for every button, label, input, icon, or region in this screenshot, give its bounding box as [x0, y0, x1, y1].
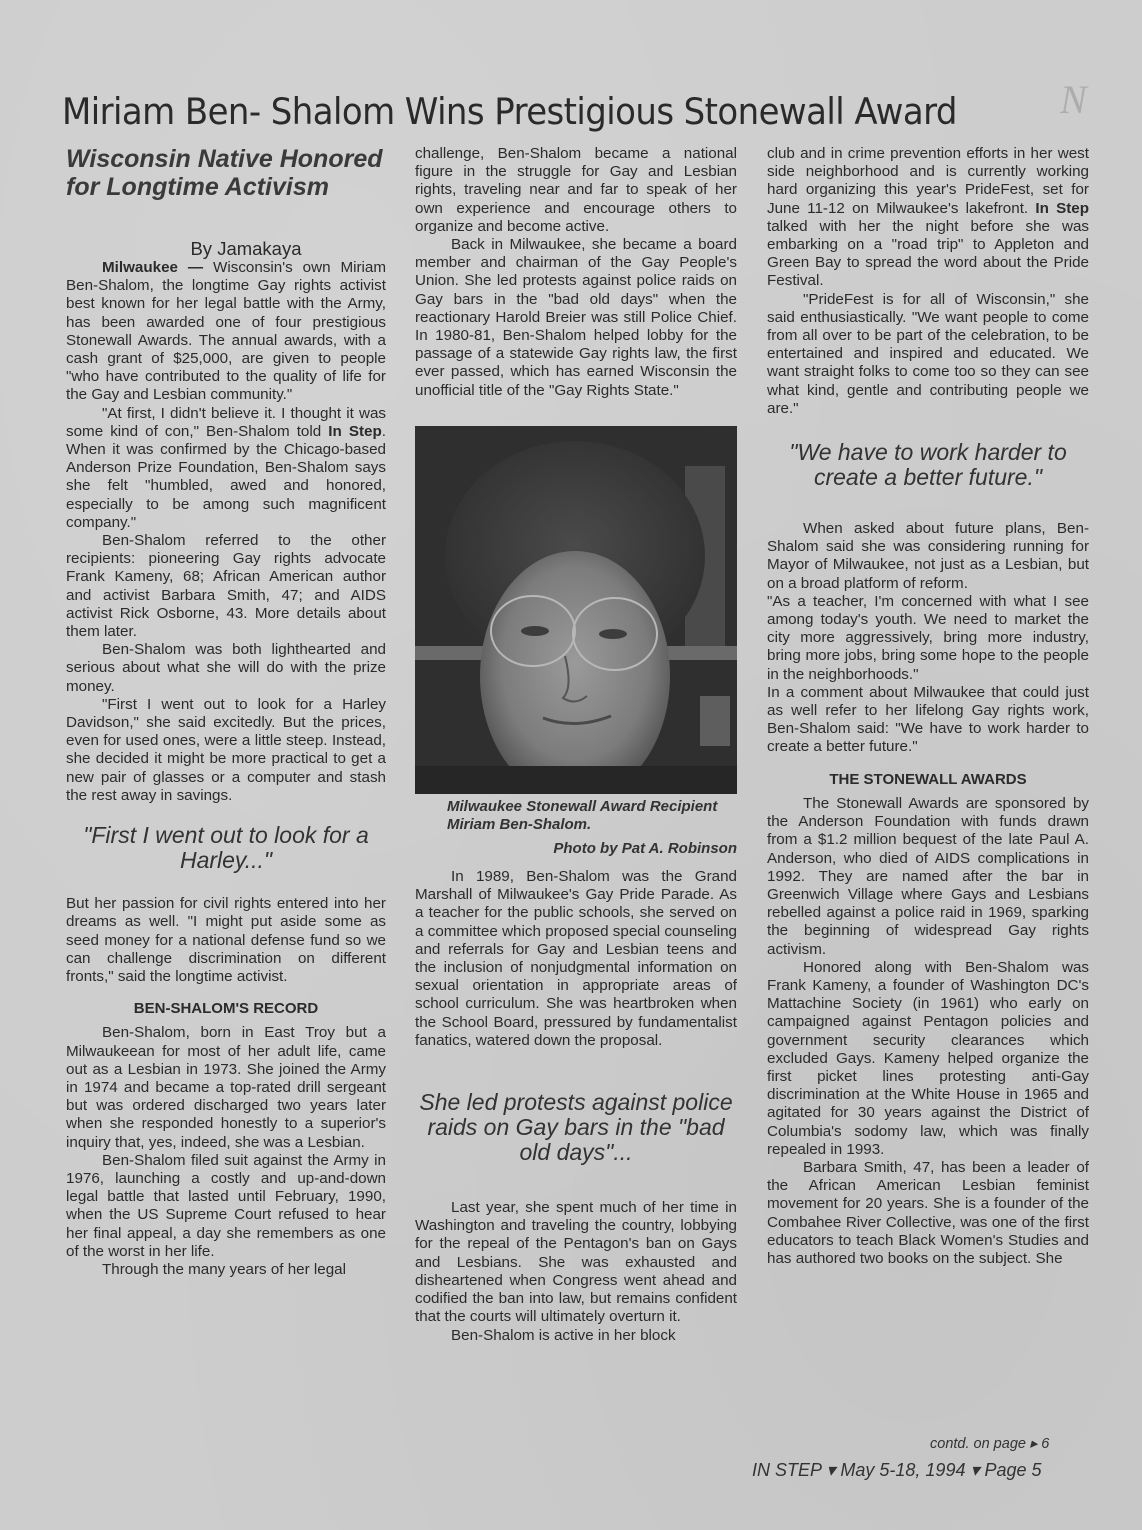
- article-column-2: [415, 145, 737, 1345]
- paragraph: In a comment about Milwaukee that could just as well refer to her lifelong Gay rights work, Ben-Shalom said: "We have to work harder to create a better future.": [767, 683, 1089, 756]
- article-headline: Miriam Ben- Shalom Wins Prestigious Stonewall Award: [62, 90, 957, 134]
- dateline: Milwaukee —: [102, 259, 204, 276]
- paragraph: When asked about future plans, Ben-Shalom said she was considering running for Mayor of Milwaukee, not just as a Lesbian, but on a broad platform of reform.: [767, 520, 1089, 592]
- paragraph: Barbara Smith, 47, has been a leader of the African American Lesbian feminist movement for 20 years. She is a founder of the Combahee River Collective, was one of the first educators to teach Black Women's Studies and has authored two books on the subject. She: [767, 1158, 1089, 1267]
- article-column-3: [767, 145, 1089, 1268]
- paragraph: Ben-Shalom was both lighthearted and serious about what she will do with the prize money.: [66, 641, 386, 695]
- paragraph: The Stonewall Awards are sponsored by the Anderson Foundation with funds drawn from a $1.2 million bequest of the late Paul A. Anderson, who died of AIDS complications in 1992. They are named after the bar in Greenwich Village where Gays and Lesbians rebelled against a police raid in 1969, sparking the beginning of widespread Gay rights activism.: [767, 794, 1089, 958]
- section-heading: THE STONEWALL AWARDS: [829, 770, 1027, 788]
- paragraph: "At first, I didn't believe it. I thought it was some kind of con," Ben-Shalom told In Step. When it was confirmed by the Chicago-based Anderson Prize Foundation, Ben-Shalom says she felt "humbled, awed and honored, especially to be among such magnificent company.": [66, 404, 386, 531]
- page-footer: IN STEP ▾ May 5-18, 1994 ▾ Page 5: [752, 1460, 1042, 1480]
- paragraph: Ben-Shalom referred to the other recipients: pioneering Gay rights advocate Frank Kameny, 68; African American author and activist Barbara Smith, 47; and AIDS activist Rick Osborne, 43. More details about them later.: [66, 532, 386, 641]
- paragraph: challenge, Ben-Shalom became a national figure in the struggle for Gay and Lesbian rights, traveling near and far to speak of her own experience and encourage others to organize and become active.: [415, 145, 737, 235]
- section-heading: BEN-SHALOM'S RECORD: [133, 1000, 319, 1018]
- article-column-1: [66, 145, 386, 1279]
- photo-credit: Photo by Pat A. Robinson: [553, 839, 737, 857]
- paragraph: Last year, she spent much of her time in Washington and traveling the country, lobbying for the repeal of the Pentagon's ban on Gays and Lesbians. She was exhausted and disheartened when Congress went ahead and codified the ban into law, but remains confident that the courts will ultimately overturn it.: [415, 1199, 737, 1326]
- paragraph: Ben-Shalom filed suit against the Army in 1976, launching a costly and up-and-down legal battle that lasted until February, 1990, when the US Supreme Court refused to hear her final appeal, a day she remembers as one of the worst in her life.: [66, 1151, 386, 1260]
- publication-name: In Step: [328, 422, 382, 440]
- bleed-through-mark: N: [1060, 77, 1087, 122]
- paragraph: Ben-Shalom is active in her block: [451, 1326, 676, 1344]
- portrait-photo: [415, 426, 737, 794]
- paragraph: Honored along with Ben-Shalom was Frank Kameny, a founder of Washington DC's Mattachine Society (in 1961) who early on campaigned against Pentagon policies and government security clearances which excluded Gays. Kameny helped organize the first picket lines protesting anti-Gay discrimination at the White House in 1965 and agitated for 30 years against the District of Columbia's sodomy law, which was finally repealed in 1993.: [767, 958, 1089, 1158]
- publication-name: In Step: [1035, 199, 1089, 217]
- pull-quote: She led protests against police raids on Gay bars in the "bad old days"...: [419, 1089, 733, 1166]
- paragraph: "As a teacher, I'm concerned with what I see among today's youth. We need to market the city more aggressively, bring more industry, bring more jobs, bring some hope to the people in the neighborhoods.": [767, 592, 1089, 683]
- paragraph: "First I went out to look for a Harley Davidson," she said excitedly. But the prices, even for used ones, were a little steep. Instead, she decided it might be more practical to get a new pair of glasses or a computer and stash the rest away in savings.: [66, 695, 386, 804]
- pull-quote: "We have to work harder to create a better future.": [789, 439, 1067, 491]
- portrait-illustration: [415, 426, 737, 794]
- paragraph: Through the many years of her legal: [102, 1260, 346, 1278]
- paragraph: club and in crime prevention efforts in her west side neighborhood and is currently working hard organizing this year's PrideFest, set for June 11-12 on Milwaukee's lakefront. In Step talked with her the night before she was embarking on a "road trip" to Appleton and Green Bay to spread the word about the Pride Festival.: [767, 145, 1089, 290]
- pull-quote: "First I went out to look for a Harley...": [83, 822, 369, 874]
- paragraph: Ben-Shalom, born in East Troy but a Milwaukeean for most of her adult life, came out as a Lesbian in 1973. She joined the Army in 1974 and became a top-rated drill sergeant but was ordered discharged two years later when she responded honestly to a superior's inquiry that, yes, indeed, she was a Lesbian.: [66, 1024, 386, 1151]
- paragraph: But her passion for civil rights entered into her dreams as well. "I might put aside some as seed money for a national defense fund so we can challenge discrimination on different fronts," said the longtime activist.: [66, 895, 386, 985]
- photo-caption: Milwaukee Stonewall Award Recipient Miriam Ben-Shalom.: [447, 797, 718, 833]
- paragraph: Milwaukee — Wisconsin's own Miriam Ben-Shalom, the longtime Gay rights activist best known for her legal battle with the Army, has been awarded one of four prestigious Stonewall Awards. The annual awards, with a cash grant of $25,000, are given to people "who have contributed to the quality of life for the Gay and Lesbian community.": [66, 259, 386, 404]
- continued-on-page-link[interactable]: contd. on page ▸ 6: [930, 1436, 1050, 1452]
- article-subhead: Wisconsin Native Honored for Longtime Activism: [66, 145, 383, 201]
- byline: By Jamakaya: [190, 238, 302, 259]
- paragraph: "PrideFest is for all of Wisconsin," she said enthusiastically. "We want people to come from all over to be part of the celebration, to be entertained and inspired and educated. We want straight folks to come too so they can see what kind, gentle and contributing people we are.": [767, 290, 1089, 417]
- paragraph: In 1989, Ben-Shalom was the Grand Marshall of Milwaukee's Gay Pride Parade. As a teacher for the public schools, she served on a committee which proposed special counseling and referrals for Gay and Lesbian teens and the inclusion of nonjudgmental information on sexual orientation in appropriate areas of school curriculum. She was heartbroken when the School Board, pressured by fundamentalist fanatics, watered down the proposal.: [415, 868, 737, 1049]
- paragraph: Back in Milwaukee, she became a board member and chairman of the Gay People's Union. She led protests against police raids on Gay bars in the "bad old days" when the reactionary Harold Breier was still Police Chief. In 1980-81, Ben-Shalom helped lobby for the passage of a statewide Gay rights law, the first ever passed, which has earned Wisconsin the unofficial title of the "Gay Rights State.": [415, 236, 737, 399]
